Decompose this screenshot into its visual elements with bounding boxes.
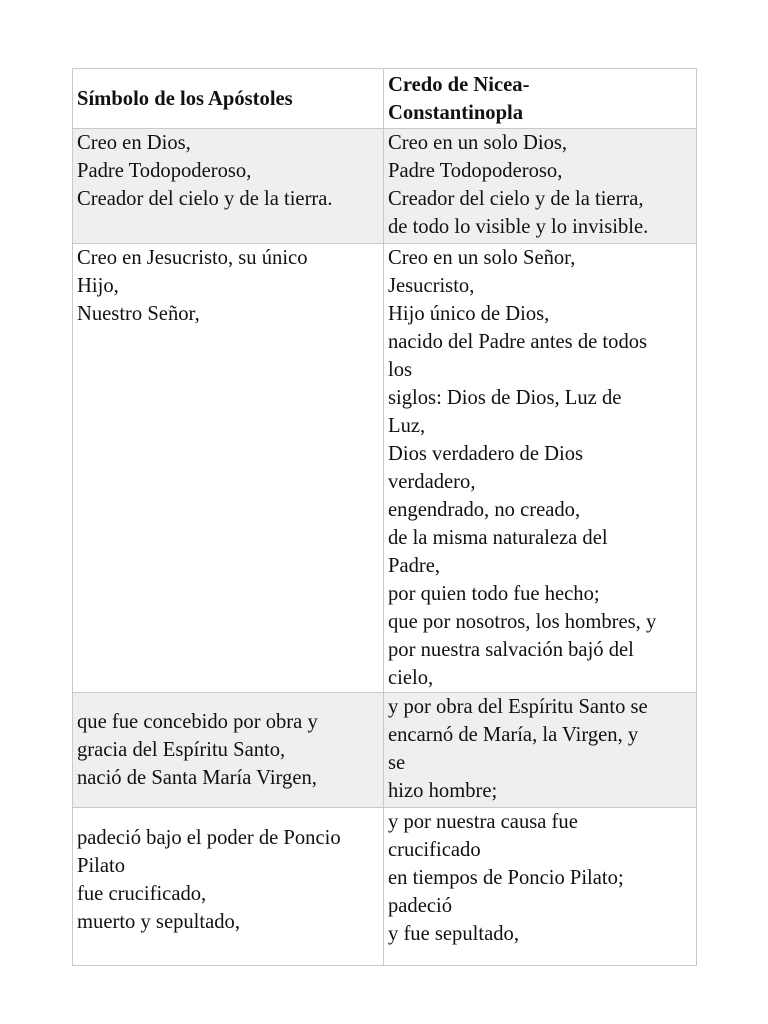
text-line: Creo en Jesucristo, su único [77,247,308,269]
text-line: Creo en Dios, [77,132,191,154]
table-row [73,244,697,693]
text-line: Creo en un solo Señor, [388,247,576,269]
text-line: se [388,752,406,774]
text-line: que por nosotros, los hombres, y [388,611,657,633]
table-row [73,808,697,966]
document-page [72,68,696,966]
apostles-cell [73,693,384,808]
table-row [73,693,697,808]
text-line: Padre Todopoderoso, [388,160,563,182]
text-line: de la misma naturaleza del [388,527,608,549]
text-line: hizo hombre; [388,780,498,802]
text-line: crucificado [388,839,481,861]
text-line: Creador del cielo y de la tierra, [388,188,644,210]
text-line: verdadero, [388,471,476,493]
text-line: padeció [388,895,453,917]
text-line: los [388,359,413,381]
text-line: por nuestra salvación bajó del [388,639,634,661]
text-line: y por nuestra causa fue [388,811,578,833]
text-line: Luz, [388,415,426,437]
text-line: Creador del cielo y de la tierra. [77,188,333,210]
apostles-cell [73,129,384,244]
header-nicene-creed [384,69,697,129]
header-apostles-creed [73,69,384,129]
text-line: Padre Todopoderoso, [77,160,252,182]
header-nicene-creed-line-1: Credo de Nicea- [388,74,530,96]
text-line: encarnó de María, la Virgen, y [388,724,639,746]
text-line: nacido del Padre antes de todos [388,331,648,353]
header-nicene-creed-line-2: Constantinopla [388,102,524,124]
text-line: cielo, [388,667,434,689]
text-line: y por obra del Espíritu Santo se [388,696,648,718]
creeds-comparison-table [72,68,697,966]
text-line: en tiempos de Poncio Pilato; [388,867,624,889]
header-apostles-creed-text: Símbolo de los Apóstoles [77,88,293,110]
nicene-cell [384,244,697,693]
text-line: Hijo único de Dios, [388,303,550,325]
text-line: nació de Santa María Virgen, [77,767,317,789]
text-line: de todo lo visible y lo invisible. [388,216,649,238]
nicene-cell [384,808,697,966]
text-line: Nuestro Señor, [77,303,200,325]
text-line: Jesucristo, [388,275,475,297]
nicene-cell [384,129,697,244]
text-line: por quien todo fue hecho; [388,583,600,605]
text-line: engendrado, no creado, [388,499,581,521]
text-line: que fue concebido por obra y [77,711,318,733]
text-line: fue crucificado, [77,883,207,905]
apostles-cell [73,244,384,693]
apostles-cell [73,808,384,966]
text-line: siglos: Dios de Dios, Luz de [388,387,622,409]
table-header-row [73,69,697,129]
text-line: gracia del Espíritu Santo, [77,739,286,761]
table-row [73,129,697,244]
text-line: muerto y sepultado, [77,911,241,933]
text-line: Pilato [77,855,126,877]
text-line: padeció bajo el poder de Poncio [77,827,341,849]
text-line: Padre, [388,555,441,577]
text-line: y fue sepultado, [388,923,519,945]
text-line: Dios verdadero de Dios [388,443,584,465]
nicene-cell [384,693,697,808]
text-line: Hijo, [77,275,119,297]
text-line: Creo en un solo Dios, [388,132,568,154]
